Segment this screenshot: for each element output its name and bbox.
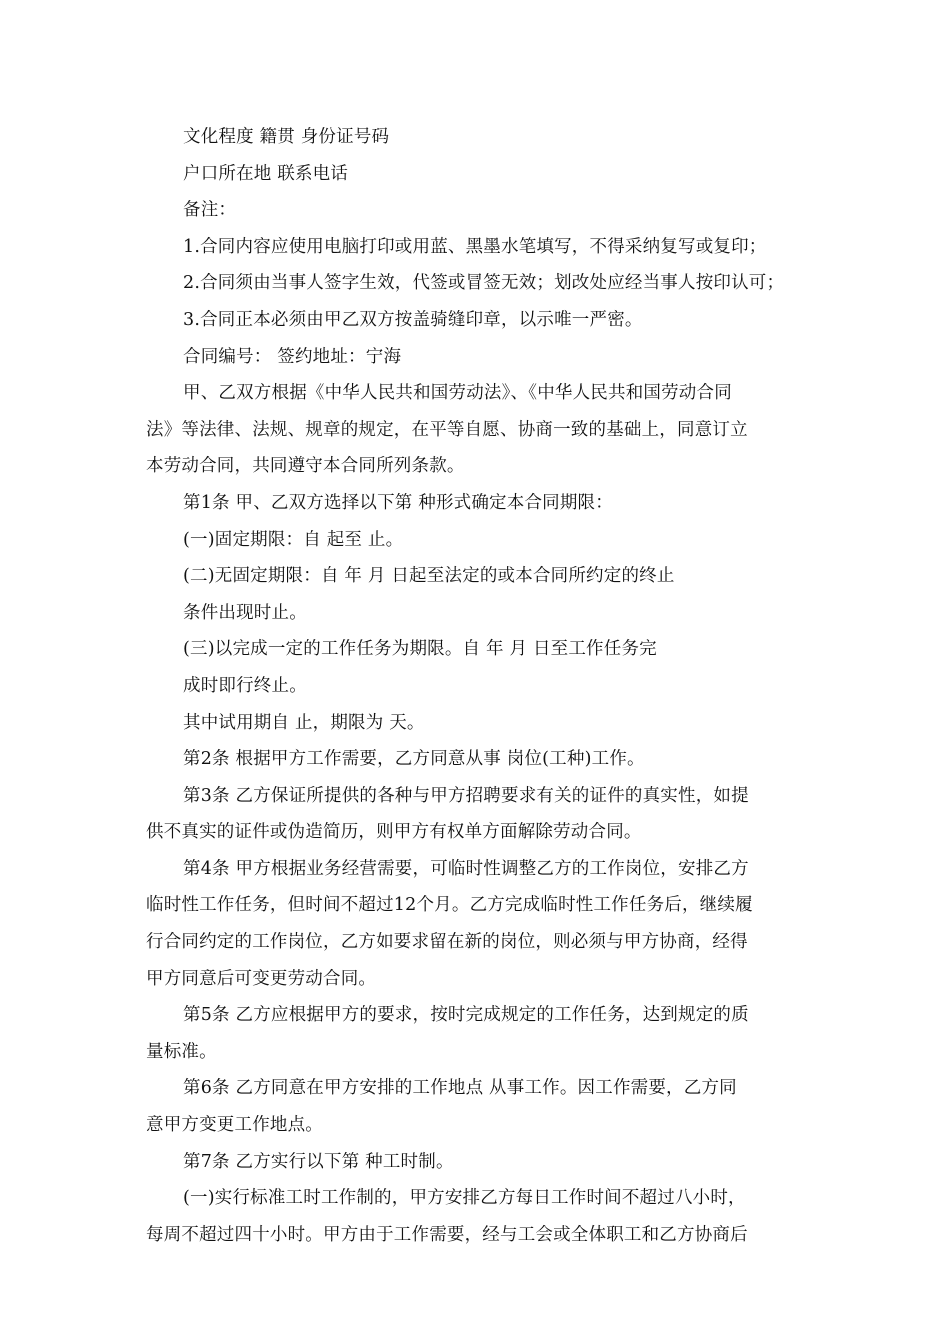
text-line: (一)固定期限：自 起至 止。 xyxy=(183,529,404,550)
text-line: 第2条 根据甲方工作需要，乙方同意从事 岗位(工种)工作。 xyxy=(183,749,645,770)
text-line: 其中试用期自 止，期限为 天。 xyxy=(183,712,425,733)
text-line: 第1条 甲、乙双方选择以下第 种形式确定本合同期限： xyxy=(183,492,613,513)
text-line: 第3条 乙方保证所提供的各种与甲方招聘要求有关的证件的真实性，如提 xyxy=(183,785,749,806)
text-line: 合同编号： 签约地址：宁海 xyxy=(183,346,402,367)
text-line: 2.合同须由当事人签字生效，代签或冒签无效；划改处应经当事人按印认可； xyxy=(183,273,785,294)
text-line: 每周不超过四十小时。甲方由于工作需要，经与工会或全体职工和乙方协商后 xyxy=(146,1224,748,1245)
text-line: 本劳动合同，共同遵守本合同所列条款。 xyxy=(146,456,465,477)
text-line: (二)无固定期限：自 年 月 日起至法定的或本合同所约定的终止 xyxy=(183,566,675,587)
text-line: 成时即行终止。 xyxy=(183,675,307,696)
text-line: 意甲方变更工作地点。 xyxy=(146,1115,323,1136)
text-line: 第5条 乙方应根据甲方的要求，按时完成规定的工作任务，达到规定的质 xyxy=(183,1005,749,1026)
text-line: 备注： xyxy=(183,200,237,221)
text-line: 甲方同意后可变更劳动合同。 xyxy=(146,968,377,989)
text-line: (三)以完成一定的工作任务为期限。自 年 月 日至工作任务完 xyxy=(183,639,657,660)
text-line: (一)实行标准工时工作制的，甲方安排乙方每日工作时间不超过八小时， xyxy=(183,1188,746,1209)
text-line: 法》等法律、法规、规章的规定，在平等自愿、协商一致的基础上，同意订立 xyxy=(146,419,748,440)
text-line: 文化程度 籍贯 身份证号码 xyxy=(183,127,390,147)
text-line: 第6条 乙方同意在甲方安排的工作地点 从事工作。因工作需要，乙方同 xyxy=(183,1078,737,1099)
text-line: 户口所在地 联系电话 xyxy=(183,163,349,184)
text-line: 行合同约定的工作岗位，乙方如要求留在新的岗位，则必须与甲方协商，经得 xyxy=(146,932,748,953)
document-body xyxy=(146,119,826,1253)
text-line: 量标准。 xyxy=(146,1041,217,1062)
text-line: 供不真实的证件或伪造简历，则甲方有权单方面解除劳动合同。 xyxy=(146,822,642,843)
text-line: 甲、乙双方根据《中华人民共和国劳动法》、《中华人民共和国劳动合同 xyxy=(183,383,732,404)
text-line: 临时性工作任务，但时间不超过12个月。乙方完成临时性工作任务后，继续履 xyxy=(146,895,753,916)
text-line: 第4条 甲方根据业务经营需要，可临时性调整乙方的工作岗位，安排乙方 xyxy=(183,858,749,879)
text-line: 1.合同内容应使用电脑打印或用蓝、黑墨水笔填写，不得采纳复写或复印； xyxy=(183,236,767,257)
text-line: 第7条 乙方实行以下第 种工时制。 xyxy=(183,1151,454,1172)
text-line: 3.合同正本必须由甲乙双方按盖骑缝印章，以示唯一严密。 xyxy=(183,309,643,330)
text-line: 条件出现时止。 xyxy=(183,602,307,623)
